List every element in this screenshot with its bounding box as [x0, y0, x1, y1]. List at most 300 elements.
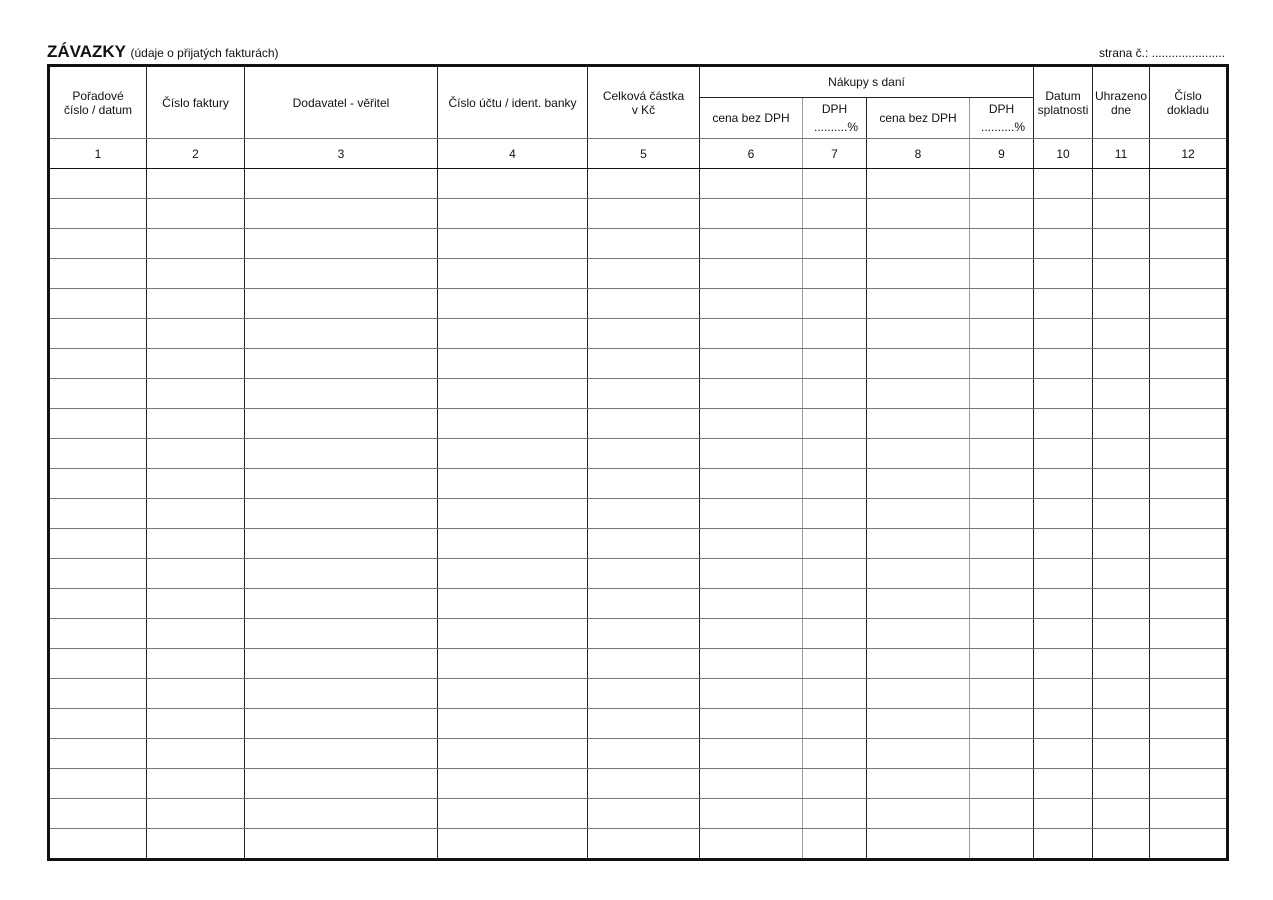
- table-cell[interactable]: [147, 499, 245, 529]
- table-cell[interactable]: [700, 679, 803, 709]
- table-cell[interactable]: [49, 349, 147, 379]
- table-cell[interactable]: [970, 409, 1034, 439]
- table-cell[interactable]: [1034, 589, 1093, 619]
- table-cell[interactable]: [438, 829, 588, 860]
- table-cell[interactable]: [438, 709, 588, 739]
- table-cell[interactable]: [245, 439, 438, 469]
- table-cell[interactable]: [438, 409, 588, 439]
- table-cell[interactable]: [1150, 289, 1228, 319]
- table-cell[interactable]: [147, 649, 245, 679]
- table-cell[interactable]: [245, 319, 438, 349]
- table-cell[interactable]: [588, 499, 700, 529]
- col-header-order-date: Pořadové číslo / datum: [49, 66, 147, 139]
- table-cell[interactable]: [867, 529, 970, 559]
- table-cell[interactable]: [1093, 469, 1150, 499]
- table-cell[interactable]: [867, 469, 970, 499]
- table-cell[interactable]: [438, 469, 588, 499]
- table-body: [49, 169, 1228, 860]
- table-cell[interactable]: [1034, 559, 1093, 589]
- table-cell[interactable]: [245, 289, 438, 319]
- table-cell[interactable]: [970, 619, 1034, 649]
- table-cell[interactable]: [803, 799, 867, 829]
- table-cell[interactable]: [867, 769, 970, 799]
- table-cell[interactable]: [1034, 499, 1093, 529]
- table-cell[interactable]: [49, 169, 147, 199]
- table-cell[interactable]: [49, 829, 147, 860]
- table-cell[interactable]: [147, 559, 245, 589]
- table-cell[interactable]: [803, 259, 867, 289]
- table-cell[interactable]: [970, 169, 1034, 199]
- table-cell[interactable]: [245, 379, 438, 409]
- table-cell[interactable]: [147, 799, 245, 829]
- table-cell[interactable]: [1034, 709, 1093, 739]
- table-cell[interactable]: [803, 829, 867, 860]
- table-cell[interactable]: [1093, 679, 1150, 709]
- page-number-label: strana č.: ......................: [1098, 46, 1225, 60]
- table-cell[interactable]: [1093, 259, 1150, 289]
- table-cell[interactable]: [867, 319, 970, 349]
- table-cell[interactable]: [147, 289, 245, 319]
- table-cell[interactable]: [438, 289, 588, 319]
- table-cell[interactable]: [803, 379, 867, 409]
- table-cell[interactable]: [700, 529, 803, 559]
- table-cell[interactable]: [49, 769, 147, 799]
- table-cell[interactable]: [245, 709, 438, 739]
- table-cell[interactable]: [970, 769, 1034, 799]
- table-cell[interactable]: [1093, 229, 1150, 259]
- table-cell[interactable]: [1034, 649, 1093, 679]
- table-row: [49, 739, 1228, 769]
- table-cell[interactable]: [970, 379, 1034, 409]
- table-cell[interactable]: [700, 409, 803, 439]
- table-row: [49, 379, 1228, 409]
- table-cell[interactable]: [588, 349, 700, 379]
- table-cell[interactable]: [803, 769, 867, 799]
- table-row: [49, 319, 1228, 349]
- table-cell[interactable]: [1150, 409, 1228, 439]
- table-cell[interactable]: [803, 199, 867, 229]
- table-row: [49, 469, 1228, 499]
- table-cell[interactable]: [700, 259, 803, 289]
- table-cell[interactable]: [867, 499, 970, 529]
- table-cell[interactable]: [1034, 289, 1093, 319]
- table-cell[interactable]: [147, 829, 245, 860]
- table-cell[interactable]: [588, 739, 700, 769]
- table-cell[interactable]: [1034, 379, 1093, 409]
- table-cell[interactable]: [867, 289, 970, 319]
- table-cell[interactable]: [588, 679, 700, 709]
- table-cell[interactable]: [1093, 649, 1150, 679]
- table-cell[interactable]: [588, 829, 700, 860]
- table-cell[interactable]: [700, 229, 803, 259]
- table-cell[interactable]: [867, 259, 970, 289]
- table-cell[interactable]: [49, 649, 147, 679]
- table-cell[interactable]: [1150, 529, 1228, 559]
- table-cell[interactable]: [700, 799, 803, 829]
- table-cell[interactable]: [438, 229, 588, 259]
- table-cell[interactable]: [588, 799, 700, 829]
- table-cell[interactable]: [867, 379, 970, 409]
- table-cell[interactable]: [438, 379, 588, 409]
- table-cell[interactable]: [700, 649, 803, 679]
- table-cell[interactable]: [245, 199, 438, 229]
- table-cell[interactable]: [49, 799, 147, 829]
- table-cell[interactable]: [970, 829, 1034, 860]
- table-cell[interactable]: [245, 769, 438, 799]
- table-cell[interactable]: [803, 499, 867, 529]
- table-cell[interactable]: [867, 409, 970, 439]
- table-cell[interactable]: [1150, 649, 1228, 679]
- table-cell[interactable]: [147, 409, 245, 439]
- col-header-invoice-number: Číslo faktury: [147, 66, 245, 139]
- table-cell[interactable]: [1150, 319, 1228, 349]
- table-cell[interactable]: [245, 469, 438, 499]
- table-cell[interactable]: [245, 169, 438, 199]
- table-cell[interactable]: [1150, 379, 1228, 409]
- table-cell[interactable]: [970, 349, 1034, 379]
- table-cell[interactable]: [49, 379, 147, 409]
- table-cell[interactable]: [438, 439, 588, 469]
- table-cell[interactable]: [438, 619, 588, 649]
- table-cell[interactable]: [147, 319, 245, 349]
- table-cell[interactable]: [49, 559, 147, 589]
- table-cell[interactable]: [700, 349, 803, 379]
- table-cell[interactable]: [245, 739, 438, 769]
- table-cell[interactable]: [245, 679, 438, 709]
- column-number: 5: [588, 139, 700, 169]
- table-cell[interactable]: [700, 739, 803, 769]
- table-cell[interactable]: [245, 619, 438, 649]
- table-cell[interactable]: [867, 619, 970, 649]
- table-cell[interactable]: [803, 319, 867, 349]
- table-cell[interactable]: [1093, 499, 1150, 529]
- table-cell[interactable]: [867, 709, 970, 739]
- table-cell[interactable]: [49, 589, 147, 619]
- table-cell[interactable]: [588, 169, 700, 199]
- table-cell[interactable]: [588, 559, 700, 589]
- table-cell[interactable]: [803, 529, 867, 559]
- table-cell[interactable]: [1034, 319, 1093, 349]
- table-cell[interactable]: [700, 829, 803, 860]
- table-cell[interactable]: [1150, 229, 1228, 259]
- table-cell[interactable]: [147, 169, 245, 199]
- table-cell[interactable]: [49, 499, 147, 529]
- table-cell[interactable]: [245, 799, 438, 829]
- table-cell[interactable]: [1093, 829, 1150, 860]
- column-number: 4: [438, 139, 588, 169]
- table-cell[interactable]: [1150, 439, 1228, 469]
- table-cell[interactable]: [245, 649, 438, 679]
- table-cell[interactable]: [1034, 169, 1093, 199]
- table-cell[interactable]: [1093, 379, 1150, 409]
- table-cell[interactable]: [970, 589, 1034, 619]
- table-cell[interactable]: [49, 619, 147, 649]
- table-cell[interactable]: [245, 229, 438, 259]
- table-cell[interactable]: [970, 799, 1034, 829]
- table-cell[interactable]: [147, 469, 245, 499]
- table-cell[interactable]: [1093, 169, 1150, 199]
- table-cell[interactable]: [867, 559, 970, 589]
- table-cell[interactable]: [1150, 619, 1228, 649]
- table-cell[interactable]: [49, 259, 147, 289]
- table-cell[interactable]: [1150, 469, 1228, 499]
- table-cell[interactable]: [588, 649, 700, 679]
- table-cell[interactable]: [1093, 529, 1150, 559]
- table-cell[interactable]: [438, 559, 588, 589]
- table-cell[interactable]: [867, 799, 970, 829]
- table-cell[interactable]: [1034, 229, 1093, 259]
- table-cell[interactable]: [438, 499, 588, 529]
- table-cell[interactable]: [245, 349, 438, 379]
- table-cell[interactable]: [438, 349, 588, 379]
- table-cell[interactable]: [700, 289, 803, 319]
- table-cell[interactable]: [700, 469, 803, 499]
- table-cell[interactable]: [803, 169, 867, 199]
- table-cell[interactable]: [588, 319, 700, 349]
- table-cell[interactable]: [588, 439, 700, 469]
- table-cell[interactable]: [700, 709, 803, 739]
- column-number: 1: [49, 139, 147, 169]
- table-cell[interactable]: [588, 589, 700, 619]
- table-cell[interactable]: [803, 289, 867, 319]
- table-cell[interactable]: [700, 439, 803, 469]
- table-row: [49, 829, 1228, 860]
- table-cell[interactable]: [803, 349, 867, 379]
- col-header-supplier: Dodavatel - věřitel: [245, 66, 438, 139]
- table-row: [49, 559, 1228, 589]
- table-cell[interactable]: [1150, 709, 1228, 739]
- table-cell[interactable]: [147, 229, 245, 259]
- table-cell[interactable]: [245, 409, 438, 439]
- table-cell[interactable]: [438, 589, 588, 619]
- col-header-vat-2: DPH ..........%: [970, 98, 1034, 139]
- table-cell[interactable]: [49, 739, 147, 769]
- table-cell[interactable]: [49, 679, 147, 709]
- table-cell[interactable]: [245, 259, 438, 289]
- table-cell[interactable]: [803, 649, 867, 679]
- table-cell[interactable]: [1093, 619, 1150, 649]
- table-cell[interactable]: [438, 649, 588, 679]
- table-cell[interactable]: [867, 169, 970, 199]
- table-cell[interactable]: [438, 529, 588, 559]
- liabilities-table: [47, 64, 1229, 861]
- table-cell[interactable]: [1093, 409, 1150, 439]
- table-cell[interactable]: [1150, 739, 1228, 769]
- table-cell[interactable]: [245, 559, 438, 589]
- table-cell[interactable]: [147, 619, 245, 649]
- table-cell[interactable]: [700, 169, 803, 199]
- table-cell[interactable]: [147, 199, 245, 229]
- table-cell[interactable]: [803, 409, 867, 439]
- table-cell[interactable]: [1150, 349, 1228, 379]
- table-cell[interactable]: [438, 769, 588, 799]
- table-cell[interactable]: [147, 259, 245, 289]
- table-cell[interactable]: [49, 439, 147, 469]
- table-cell[interactable]: [588, 709, 700, 739]
- table-cell[interactable]: [970, 259, 1034, 289]
- table-cell[interactable]: [1150, 829, 1228, 860]
- table-cell[interactable]: [867, 739, 970, 769]
- table-cell[interactable]: [1150, 559, 1228, 589]
- table-cell[interactable]: [147, 379, 245, 409]
- table-cell[interactable]: [803, 709, 867, 739]
- table-cell[interactable]: [1034, 829, 1093, 860]
- table-cell[interactable]: [49, 469, 147, 499]
- table-cell[interactable]: [867, 649, 970, 679]
- table-row: [49, 259, 1228, 289]
- table-cell[interactable]: [803, 469, 867, 499]
- table-row: [49, 199, 1228, 229]
- table-cell[interactable]: [1093, 769, 1150, 799]
- table-cell[interactable]: [700, 559, 803, 589]
- table-cell[interactable]: [588, 529, 700, 559]
- table-cell[interactable]: [1093, 199, 1150, 229]
- table-cell[interactable]: [970, 649, 1034, 679]
- table-cell[interactable]: [970, 559, 1034, 589]
- table-cell[interactable]: [1150, 259, 1228, 289]
- table-cell[interactable]: [147, 709, 245, 739]
- table-cell[interactable]: [49, 319, 147, 349]
- table-cell[interactable]: [1034, 679, 1093, 709]
- table-row: [49, 499, 1228, 529]
- table-cell[interactable]: [1034, 259, 1093, 289]
- table-cell[interactable]: [588, 769, 700, 799]
- table-cell[interactable]: [867, 199, 970, 229]
- table-cell[interactable]: [588, 199, 700, 229]
- table-cell[interactable]: [970, 709, 1034, 739]
- table-cell[interactable]: [588, 409, 700, 439]
- table-cell[interactable]: [1093, 709, 1150, 739]
- table-cell[interactable]: [1034, 739, 1093, 769]
- col-header-document-number: Číslo dokladu: [1150, 66, 1228, 139]
- table-cell[interactable]: [970, 679, 1034, 709]
- table-cell[interactable]: [588, 289, 700, 319]
- table-cell[interactable]: [49, 229, 147, 259]
- table-cell[interactable]: [1034, 349, 1093, 379]
- table-cell[interactable]: [1034, 769, 1093, 799]
- table-cell[interactable]: [245, 829, 438, 860]
- table-cell[interactable]: [1093, 349, 1150, 379]
- table-cell[interactable]: [438, 319, 588, 349]
- table-cell[interactable]: [245, 529, 438, 559]
- table-cell[interactable]: [588, 229, 700, 259]
- table-cell[interactable]: [147, 349, 245, 379]
- table-cell[interactable]: [1034, 469, 1093, 499]
- table-cell[interactable]: [49, 199, 147, 229]
- table-cell[interactable]: [1150, 169, 1228, 199]
- table-cell[interactable]: [147, 769, 245, 799]
- table-cell[interactable]: [970, 529, 1034, 559]
- table-cell[interactable]: [803, 739, 867, 769]
- col-header-price-excl-vat-2: cena bez DPH: [867, 98, 970, 139]
- table-cell[interactable]: [588, 259, 700, 289]
- table-cell[interactable]: [1034, 529, 1093, 559]
- table-cell[interactable]: [803, 619, 867, 649]
- table-cell[interactable]: [438, 679, 588, 709]
- table-cell[interactable]: [700, 319, 803, 349]
- table-cell[interactable]: [700, 769, 803, 799]
- table-cell[interactable]: [1093, 559, 1150, 589]
- table-cell[interactable]: [970, 229, 1034, 259]
- table-cell[interactable]: [867, 349, 970, 379]
- table-cell[interactable]: [700, 499, 803, 529]
- table-cell[interactable]: [1150, 589, 1228, 619]
- table-cell[interactable]: [588, 619, 700, 649]
- table-cell[interactable]: [803, 589, 867, 619]
- table-cell[interactable]: [438, 169, 588, 199]
- table-cell[interactable]: [1150, 199, 1228, 229]
- table-cell[interactable]: [245, 589, 438, 619]
- table-cell[interactable]: [867, 439, 970, 469]
- table-cell[interactable]: [803, 559, 867, 589]
- table-cell[interactable]: [1093, 319, 1150, 349]
- table-cell[interactable]: [803, 229, 867, 259]
- table-cell[interactable]: [1034, 199, 1093, 229]
- table-cell[interactable]: [1150, 769, 1228, 799]
- table-cell[interactable]: [1034, 799, 1093, 829]
- table-cell[interactable]: [49, 289, 147, 319]
- table-cell[interactable]: [1034, 409, 1093, 439]
- table-cell[interactable]: [1150, 499, 1228, 529]
- table-cell[interactable]: [438, 199, 588, 229]
- table-cell[interactable]: [867, 679, 970, 709]
- table-cell[interactable]: [700, 199, 803, 229]
- table-cell[interactable]: [1093, 289, 1150, 319]
- table-cell[interactable]: [1034, 619, 1093, 649]
- table-cell[interactable]: [700, 619, 803, 649]
- table-cell[interactable]: [147, 739, 245, 769]
- table-cell[interactable]: [867, 829, 970, 860]
- table-cell[interactable]: [700, 589, 803, 619]
- table-cell[interactable]: [1093, 589, 1150, 619]
- table-cell[interactable]: [147, 679, 245, 709]
- table-cell[interactable]: [970, 289, 1034, 319]
- table-cell[interactable]: [803, 679, 867, 709]
- table-cell[interactable]: [49, 709, 147, 739]
- group-header-purchases-with-tax: Nákupy s daní: [700, 66, 1034, 98]
- table-cell[interactable]: [1093, 799, 1150, 829]
- table-cell[interactable]: [588, 469, 700, 499]
- table-cell[interactable]: [1093, 739, 1150, 769]
- table-cell[interactable]: [867, 589, 970, 619]
- table-cell[interactable]: [245, 499, 438, 529]
- table-cell[interactable]: [970, 319, 1034, 349]
- col-header-total-amount: Celková částka v Kč: [588, 66, 700, 139]
- table-cell[interactable]: [1034, 439, 1093, 469]
- table-cell[interactable]: [438, 739, 588, 769]
- table-cell[interactable]: [867, 229, 970, 259]
- table-cell[interactable]: [1150, 679, 1228, 709]
- table-cell[interactable]: [147, 589, 245, 619]
- title-main: ZÁVAZKY: [47, 42, 127, 61]
- table-cell[interactable]: [147, 529, 245, 559]
- table-cell[interactable]: [49, 529, 147, 559]
- table-cell[interactable]: [49, 409, 147, 439]
- table-cell[interactable]: [700, 379, 803, 409]
- table-cell[interactable]: [970, 499, 1034, 529]
- table-cell[interactable]: [970, 739, 1034, 769]
- table-cell[interactable]: [438, 799, 588, 829]
- table-cell[interactable]: [970, 439, 1034, 469]
- table-cell[interactable]: [1150, 799, 1228, 829]
- table-cell[interactable]: [970, 469, 1034, 499]
- table-cell[interactable]: [438, 259, 588, 289]
- table-cell[interactable]: [970, 199, 1034, 229]
- table-cell[interactable]: [588, 379, 700, 409]
- table-cell[interactable]: [147, 439, 245, 469]
- table-cell[interactable]: [1093, 439, 1150, 469]
- table-cell[interactable]: [803, 439, 867, 469]
